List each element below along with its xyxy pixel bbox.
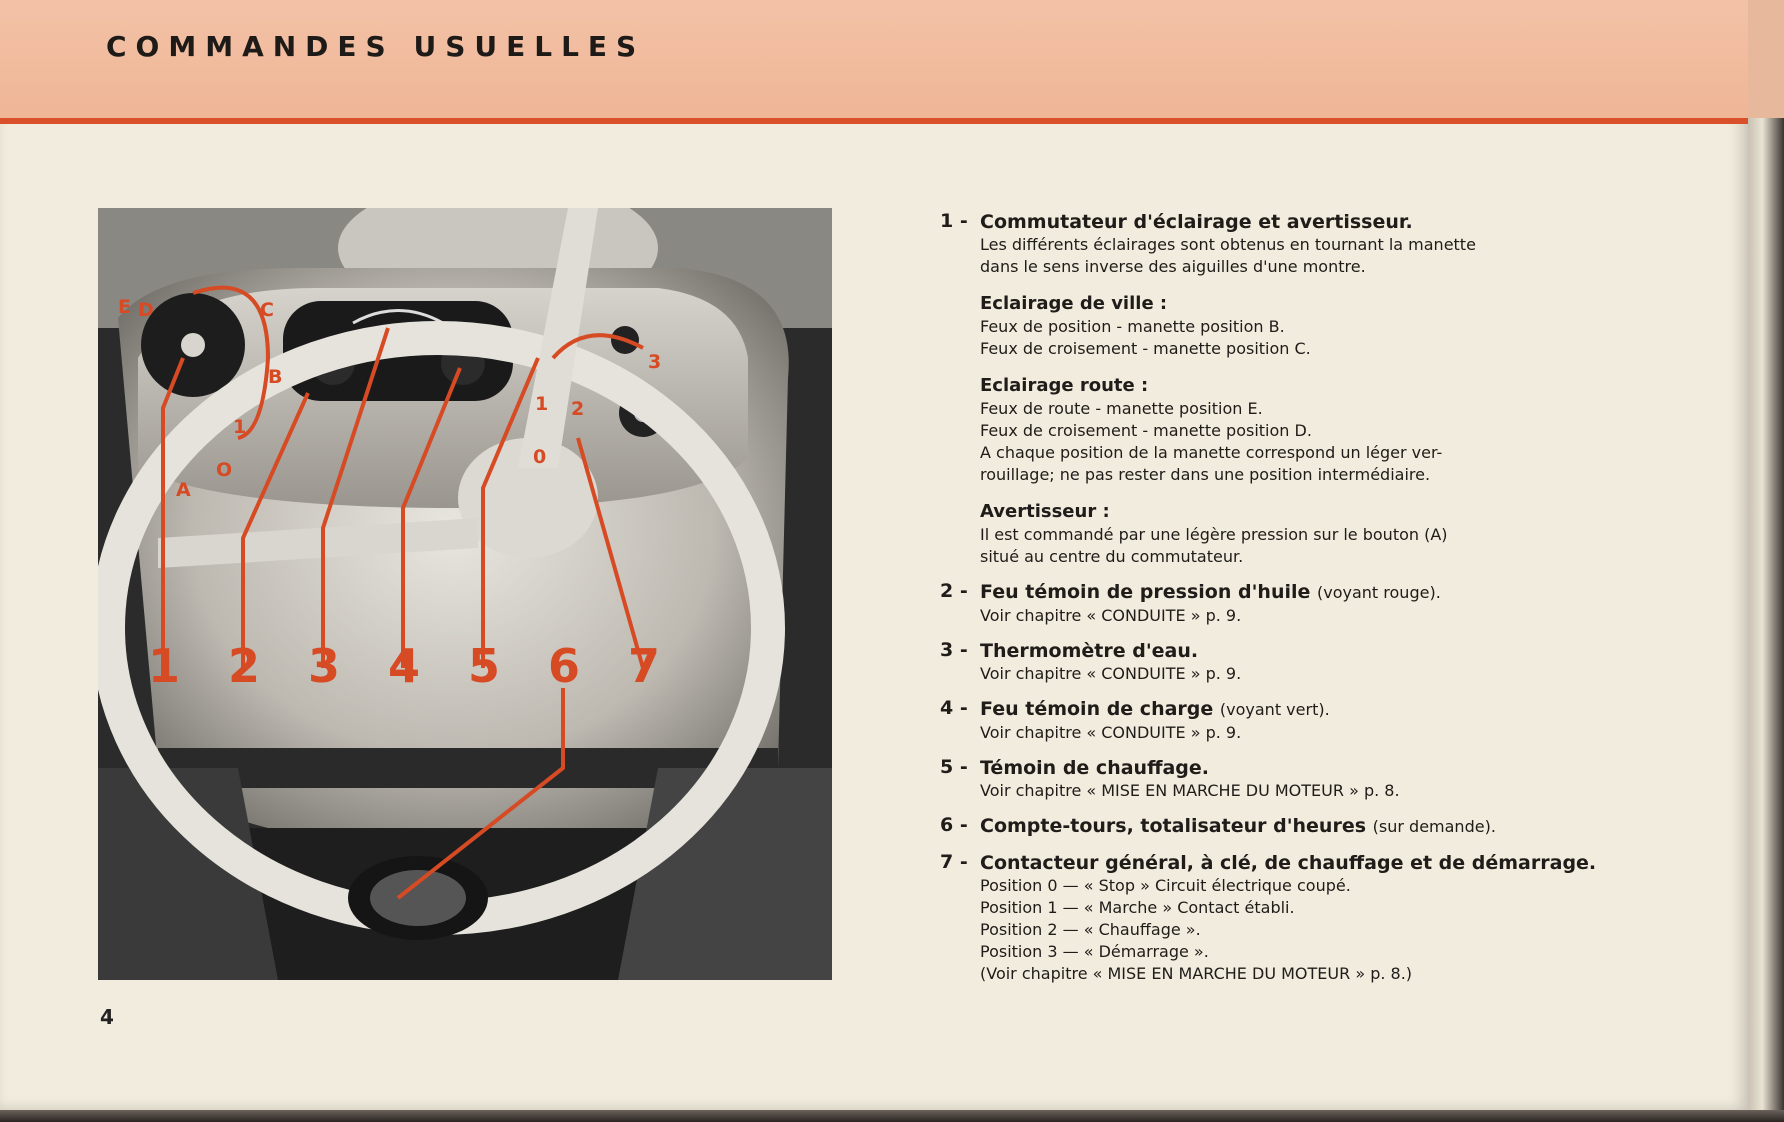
entry-7 <box>940 851 1670 985</box>
entry-4 <box>940 697 1670 744</box>
entry-line: Voir chapitre « MISE EN MARCHE DU MOTEUR » p. 8. <box>980 781 1400 800</box>
entry-line: Voir chapitre « CONDUITE » p. 9. <box>980 723 1242 742</box>
subsection-line: Il est commandé par une légère pression sur le bouton (A) <box>980 525 1448 544</box>
subsection-line: A chaque position de la manette correspond un léger ver- <box>980 443 1443 462</box>
entry-title: Commutateur d'éclairage et avertisseur. <box>980 211 1413 233</box>
entry-number: 3 - <box>940 639 968 661</box>
callout-6: 6 <box>548 639 581 693</box>
entry-number: 7 - <box>940 851 968 873</box>
callout-5: 5 <box>468 639 501 693</box>
page-title: COMMANDES USUELLES <box>106 30 646 63</box>
callout-4: 4 <box>388 639 421 693</box>
key-letter-1: 1 <box>535 393 549 415</box>
entry-number: 5 - <box>940 756 968 778</box>
switch-letter-b: B <box>268 366 283 388</box>
entry-line: Position 1 — « Marche » Contact établi. <box>980 898 1295 917</box>
entry-5 <box>940 756 1670 802</box>
entry-line: Position 2 — « Chauffage ». <box>980 920 1201 939</box>
switch-letter-c: C <box>260 299 274 321</box>
entry-title: Thermomètre d'eau. <box>980 640 1199 662</box>
callout-2: 2 <box>228 639 261 693</box>
subsection-line: Feux de croisement - manette position C. <box>980 339 1311 358</box>
entry-number: 4 - <box>940 697 968 719</box>
entry-title: Compte-tours, totalisateur d'heures <box>980 815 1367 837</box>
controls-list <box>940 210 1670 985</box>
key-letter-2: 2 <box>571 398 585 420</box>
subsection-eclairage-route <box>980 374 1670 486</box>
entry-number: 6 - <box>940 814 968 836</box>
entry-line: dans le sens inverse des aiguilles d'une montre. <box>980 257 1366 276</box>
entry-number: 2 - <box>940 580 968 602</box>
switch-letter-a: A <box>176 479 191 501</box>
entry-title: Feu témoin de pression d'huile <box>980 581 1311 603</box>
entry-line: Position 0 — « Stop » Circuit électrique coupé. <box>980 876 1351 895</box>
dashboard-illustration <box>98 208 832 980</box>
entry-1 <box>940 210 1670 568</box>
entry-line: Position 3 — « Démarrage ». <box>980 942 1209 961</box>
entry-number: 1 - <box>940 210 968 232</box>
entry-line: (Voir chapitre « MISE EN MARCHE DU MOTEUR » p. 8.) <box>980 964 1413 983</box>
subsection-line: Feux de croisement - manette position D. <box>980 421 1312 440</box>
subsection-line: Feux de position - manette position B. <box>980 317 1285 336</box>
entry-title: Témoin de chauffage. <box>980 757 1209 779</box>
subsection-avertisseur <box>980 500 1670 568</box>
entry-title: Contacteur général, à clé, de chauffage et de démarrage. <box>980 852 1597 874</box>
key-letter-0: 0 <box>533 446 547 468</box>
callout-1: 1 <box>148 639 181 693</box>
entry-line: Voir chapitre « CONDUITE » p. 9. <box>980 606 1242 625</box>
subsection-eclairage-ville <box>980 292 1670 360</box>
entry-title: Feu témoin de charge <box>980 698 1214 720</box>
header-band <box>0 0 1748 118</box>
callout-7: 7 <box>628 639 661 693</box>
entry-6 <box>940 814 1670 839</box>
entry-note: (voyant vert). <box>1219 700 1330 719</box>
page-bottom-edge <box>0 1110 1784 1122</box>
page-number: 4 <box>100 1005 114 1029</box>
switch-letter-e: E <box>118 296 131 318</box>
switch-letter-d: D <box>138 299 154 321</box>
switch-letter-1: 1 <box>233 416 247 438</box>
subsection-line: situé au centre du commutateur. <box>980 547 1244 566</box>
entry-note: (voyant rouge). <box>1317 583 1441 602</box>
header-rule <box>0 118 1748 124</box>
switch-letter-o: O <box>216 459 233 481</box>
subsection-heading: Eclairage route : <box>980 375 1149 396</box>
entry-note: (sur demande). <box>1372 817 1496 836</box>
subsection-line: Feux de route - manette position E. <box>980 399 1263 418</box>
callout-3: 3 <box>308 639 341 693</box>
dashboard-photo <box>98 208 832 980</box>
entry-line: Voir chapitre « CONDUITE » p. 9. <box>980 664 1242 683</box>
subsection-heading: Eclairage de ville : <box>980 293 1168 314</box>
next-page-edge <box>1748 0 1784 1122</box>
entry-3 <box>940 639 1670 685</box>
subsection-line: rouillage; ne pas rester dans une position intermédiaire. <box>980 465 1431 484</box>
entry-2 <box>940 580 1670 627</box>
subsection-heading: Avertisseur : <box>980 501 1110 522</box>
entry-line: Les différents éclairages sont obtenus en tournant la manette <box>980 235 1476 254</box>
key-letter-3: 3 <box>648 351 662 373</box>
